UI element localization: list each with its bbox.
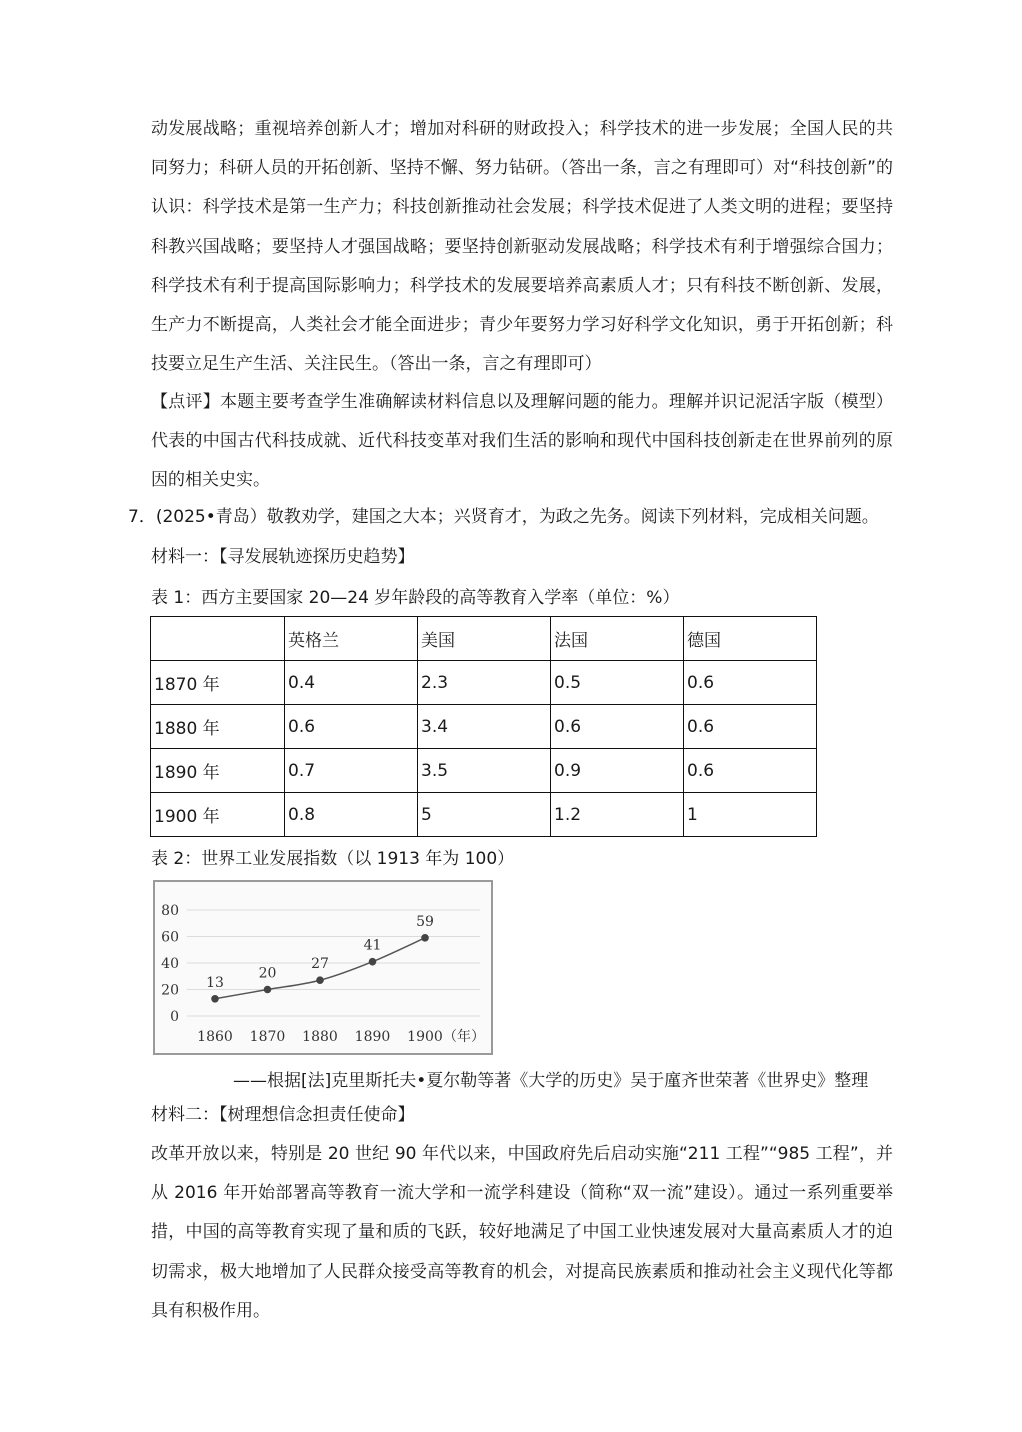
table-cell: 1880 年 [151, 705, 285, 749]
table-header-cell: 法国 [551, 617, 684, 661]
y-tick-label: 0 [170, 1009, 179, 1025]
table-cell: 5 [418, 793, 551, 837]
table-cell: 0.7 [285, 749, 418, 793]
table-header-row [151, 617, 817, 661]
table-cell: 0.6 [285, 705, 418, 749]
table-row [151, 661, 817, 705]
data-label: 27 [311, 956, 329, 973]
table-cell: 1890 年 [151, 749, 285, 793]
data-point [421, 934, 429, 942]
enrollment-rate-table [150, 616, 817, 837]
material-2-title: 材料二：【树理想信念担责任使命】 [151, 1105, 415, 1125]
table-cell: 0.5 [551, 661, 684, 705]
data-point [316, 976, 324, 984]
table-1-caption: 表 1：西方主要国家 20—24 岁年龄段的高等教育入学率（单位：%） [151, 588, 680, 608]
industrial-index-chart [153, 880, 493, 1055]
y-tick-label: 40 [161, 956, 179, 972]
table-cell: 0.4 [285, 661, 418, 705]
source-note: ——根据[法]克里斯托夫•夏尔勒等著《大学的历史》吴于廑齐世荣著《世界史》整理 [233, 1071, 869, 1091]
data-label: 59 [416, 913, 434, 930]
x-axis-unit-label: （年） [443, 1029, 485, 1045]
table-cell: 2.3 [418, 661, 551, 705]
chart-svg [155, 882, 491, 1053]
table-header-cell [151, 617, 285, 661]
data-label: 13 [206, 974, 224, 991]
table-cell: 3.4 [418, 705, 551, 749]
material-2-paragraph: 改革开放以来，特别是 20 世纪 90 年代以来，中国政府先后启动实施“211 工程”“985 工程”，并从 2016 年开始部署高等教育一流大学和一流学科建设（简称“双一流”建设）。通过一系列重要举措，中国的高等教育实现了量和质的飞跃，较好地满足了中国工业快速发展对大量高素质人才的迫切需求，极大地增加了人民群众接受高等教育的机会，对提高民族素质和推动社会主义现代化等都具有积极作用。 [151, 1144, 893, 1321]
table-2-caption: 表 2：世界工业发展指数（以 1913 年为 100） [151, 849, 515, 869]
data-point [211, 995, 219, 1003]
y-tick-label: 20 [161, 982, 179, 999]
material-1-title: 材料一：【寻发展轨迹探历史趋势】 [151, 547, 415, 567]
table-cell: 0.6 [684, 661, 817, 705]
table-header-cell: 德国 [684, 617, 817, 661]
table-cell: 0.6 [684, 749, 817, 793]
table-header-cell: 英格兰 [285, 617, 418, 661]
x-tick-label: 1860 [197, 1029, 233, 1045]
table-header-cell: 美国 [418, 617, 551, 661]
table-cell: 0.9 [551, 749, 684, 793]
table-row [151, 793, 817, 837]
data-label: 20 [258, 965, 277, 982]
comment-paragraph: 【点评】本题主要考查学生准确解读材料信息以及理解问题的能力。理解并识记泥活字版（模型）代表的中国古代科技成就、近代科技变革对我们生活的影响和现代中国科技创新走在世界前列的原因的相关史实。 [151, 392, 893, 491]
table-cell: 0.6 [551, 705, 684, 749]
table-cell: 3.5 [418, 749, 551, 793]
x-tick-label: 1870 [249, 1029, 286, 1045]
table-row [151, 705, 817, 749]
table-cell: 0.6 [684, 705, 817, 749]
x-tick-label: 1880 [302, 1029, 338, 1045]
answer-continuation-paragraph: 动发展战略；重视培养创新人才；增加对科研的财政投入；科学技术的进一步发展；全国人民的共同努力；科研人员的开拓创新、坚持不懈、努力钻研。（答出一条，言之有理即可）对“科技创新”的认识：科学技术是第一生产力；科技创新推动社会发展；科学技术促进了人类文明的进程；要坚持科教兴国战略；要坚持人才强国战略；要坚持创新驱动发展战略；科学技术有利于增强综合国力；科学技术有利于提高国际影响力；科学技术的发展要培养高素质人才；只有科技不断创新、发展，生产力不断提高，人类社会才能全面进步；青少年要努力学习好科学文化知识，勇于开拓创新；科技要立足生产生活、关注民生。（答出一条，言之有理即可） [151, 119, 893, 375]
table-cell: 1900 年 [151, 793, 285, 837]
x-tick-label: 1900 [407, 1029, 443, 1045]
table-cell: 1870 年 [151, 661, 285, 705]
y-tick-label: 60 [161, 929, 179, 946]
question-7-stem: 7．(2025•青岛）敬教劝学，建国之大本；兴贤育才，为政之先务。阅读下列材料，完成相关问题。 [128, 507, 879, 527]
y-tick-label: 80 [161, 903, 179, 919]
table-row [151, 749, 817, 793]
data-label: 41 [363, 937, 382, 954]
data-point [264, 986, 272, 994]
table-cell: 1.2 [551, 793, 684, 837]
x-tick-label: 1890 [354, 1029, 391, 1045]
data-point [369, 958, 377, 966]
table-cell: 0.8 [285, 793, 418, 837]
table-cell: 1 [684, 793, 817, 837]
